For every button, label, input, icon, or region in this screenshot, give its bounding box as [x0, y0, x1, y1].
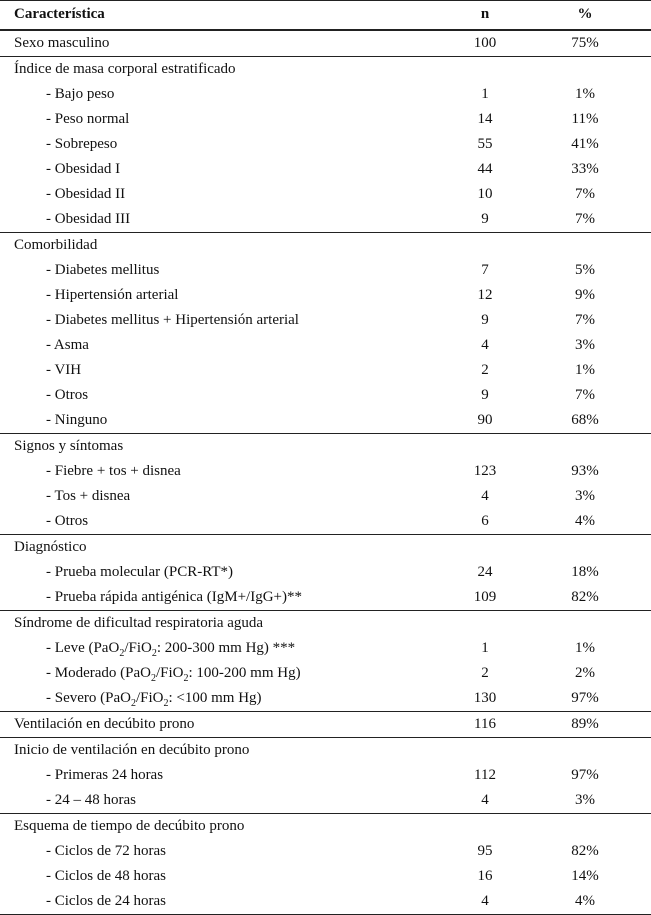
table-header: [0, 0, 651, 30]
table-row: [0, 107, 651, 132]
row-percent: 3%: [575, 488, 595, 504]
table-row: [0, 737, 651, 763]
table-row: [0, 610, 651, 636]
table-row: [0, 585, 651, 610]
row-label: - Otros: [46, 513, 89, 529]
row-n: 112: [474, 767, 496, 783]
row-n: 2: [481, 665, 489, 681]
row-percent: 97%: [571, 690, 599, 706]
row-n: 14: [477, 111, 493, 127]
table-row: [0, 661, 651, 686]
row-label: - Sobrepeso: [46, 136, 118, 152]
row-label: - Hipertensión arterial: [46, 287, 179, 303]
row-label: - Prueba molecular (PCR-RT*): [46, 564, 233, 580]
row-percent: 1%: [575, 640, 595, 656]
table-row: [0, 711, 651, 737]
row-n: 116: [474, 716, 496, 732]
row-label: Esquema de tiempo de decúbito prono: [14, 818, 245, 834]
row-percent: 89%: [571, 716, 599, 732]
header-n: n: [480, 6, 490, 22]
row-percent: 5%: [575, 262, 595, 278]
table-row: [0, 509, 651, 534]
row-label: Inicio de ventilación en decúbito prono: [14, 742, 250, 758]
row-label: - 24 – 48 horas: [46, 792, 136, 808]
table-row: [0, 889, 651, 915]
row-n: 130: [473, 690, 497, 706]
row-percent: 41%: [571, 136, 599, 152]
table-row: [0, 207, 651, 232]
row-label: - Prueba rápida antigénica (IgM+/IgG+)**: [46, 589, 302, 605]
table-row: [0, 258, 651, 283]
row-percent: 4%: [575, 513, 595, 529]
row-n: 24: [477, 564, 493, 580]
table-row: [0, 30, 651, 56]
row-percent: 4%: [575, 893, 595, 909]
row-label: Sexo masculino: [14, 35, 110, 51]
row-label: - Otros: [46, 387, 89, 403]
table-body: [0, 30, 651, 915]
row-percent: 97%: [571, 767, 599, 783]
table-row: [0, 383, 651, 408]
row-label: - Diabetes mellitus + Hipertensión arterial: [46, 312, 299, 328]
row-percent: 3%: [575, 792, 595, 808]
row-n: 6: [481, 513, 489, 529]
row-label: - Tos + disnea: [46, 488, 131, 504]
row-label: - Bajo peso: [46, 86, 115, 102]
row-n: 123: [473, 463, 497, 479]
row-n: 1: [481, 86, 489, 102]
row-n: 55: [477, 136, 493, 152]
row-n: 16: [477, 868, 493, 884]
row-percent: 7%: [575, 186, 595, 202]
row-percent: 11%: [571, 111, 599, 127]
row-label: - Obesidad I: [46, 161, 121, 177]
row-n: 4: [481, 792, 489, 808]
row-percent: 7%: [575, 312, 595, 328]
row-label: - Ciclos de 48 horas: [46, 868, 166, 884]
row-percent: 68%: [571, 412, 599, 428]
table-row: [0, 686, 651, 711]
row-label: - Diabetes mellitus: [46, 262, 160, 278]
header-characteristic: Característica: [14, 6, 105, 22]
table-row: [0, 459, 651, 484]
row-n: 4: [481, 337, 489, 353]
row-percent: 7%: [575, 211, 595, 227]
row-n: 2: [481, 362, 489, 378]
header-percent: %: [577, 6, 593, 22]
row-label: - Asma: [46, 337, 89, 353]
table-row: [0, 182, 651, 207]
table-row: [0, 636, 651, 661]
row-label: Comorbilidad: [14, 237, 98, 253]
table-row: [0, 308, 651, 333]
table-row: [0, 788, 651, 813]
row-label: - Ciclos de 24 horas: [46, 893, 166, 909]
row-label: - Ciclos de 72 horas: [46, 843, 166, 859]
row-n: 109: [473, 589, 497, 605]
row-percent: 33%: [571, 161, 599, 177]
row-percent: 7%: [575, 387, 595, 403]
row-n: 9: [481, 387, 489, 403]
row-percent: 82%: [571, 843, 599, 859]
row-label: - Ninguno: [46, 412, 108, 428]
row-n: 95: [477, 843, 493, 859]
row-n: 4: [481, 488, 489, 504]
row-label: - Fiebre + tos + disnea: [46, 463, 181, 479]
row-percent: 1%: [575, 86, 595, 102]
row-percent: 18%: [571, 564, 599, 580]
table-row: [0, 283, 651, 308]
row-label: - Peso normal: [46, 111, 130, 127]
row-label: Índice de masa corporal estratificado: [14, 61, 236, 77]
row-percent: 14%: [571, 868, 599, 884]
row-label: - Moderado (PaO$_2$/FiO$_2$: 100-200 mm Hg): [46, 665, 301, 684]
row-percent: 3%: [575, 337, 595, 353]
table-row: [0, 56, 651, 82]
row-label: Ventilación en decúbito prono: [14, 716, 195, 732]
table-row: [0, 232, 651, 258]
row-percent: 1%: [575, 362, 595, 378]
row-n: 90: [477, 412, 493, 428]
row-label: Diagnóstico: [14, 539, 87, 555]
row-percent: 82%: [571, 589, 599, 605]
row-label: - Severo (PaO$_2$/FiO$_2$: <100 mm Hg): [46, 690, 262, 709]
row-label: Síndrome de dificultad respiratoria aguda: [14, 615, 264, 631]
row-n: 10: [477, 186, 493, 202]
row-n: 100: [473, 35, 497, 51]
row-n: 9: [481, 211, 489, 227]
row-label: - VIH: [46, 362, 82, 378]
row-label: - Obesidad II: [46, 186, 126, 202]
table-row: [0, 534, 651, 560]
table-row: [0, 864, 651, 889]
table-row: [0, 157, 651, 182]
row-n: 1: [481, 640, 489, 656]
row-n: 7: [481, 262, 489, 278]
table-row: [0, 333, 651, 358]
table-row: [0, 433, 651, 459]
row-percent: 75%: [571, 35, 599, 51]
table-row: [0, 560, 651, 585]
table-row: [0, 763, 651, 788]
row-label: - Primeras 24 horas: [46, 767, 164, 783]
table-row: [0, 82, 651, 107]
row-percent: 9%: [575, 287, 595, 303]
row-n: 44: [477, 161, 493, 177]
table-row: [0, 358, 651, 383]
table-row: [0, 839, 651, 864]
row-percent: 2%: [575, 665, 595, 681]
row-label: - Leve (PaO$_2$/FiO$_2$: 200-300 mm Hg) ***: [46, 640, 296, 659]
table-row: [0, 408, 651, 433]
table-row: [0, 132, 651, 157]
row-percent: 93%: [571, 463, 599, 479]
row-n: 4: [481, 893, 489, 909]
row-label: - Obesidad III: [46, 211, 131, 227]
row-n: 9: [481, 312, 489, 328]
table-row: [0, 813, 651, 839]
row-n: 12: [477, 287, 493, 303]
table-row: [0, 484, 651, 509]
row-label: Signos y síntomas: [14, 438, 124, 454]
